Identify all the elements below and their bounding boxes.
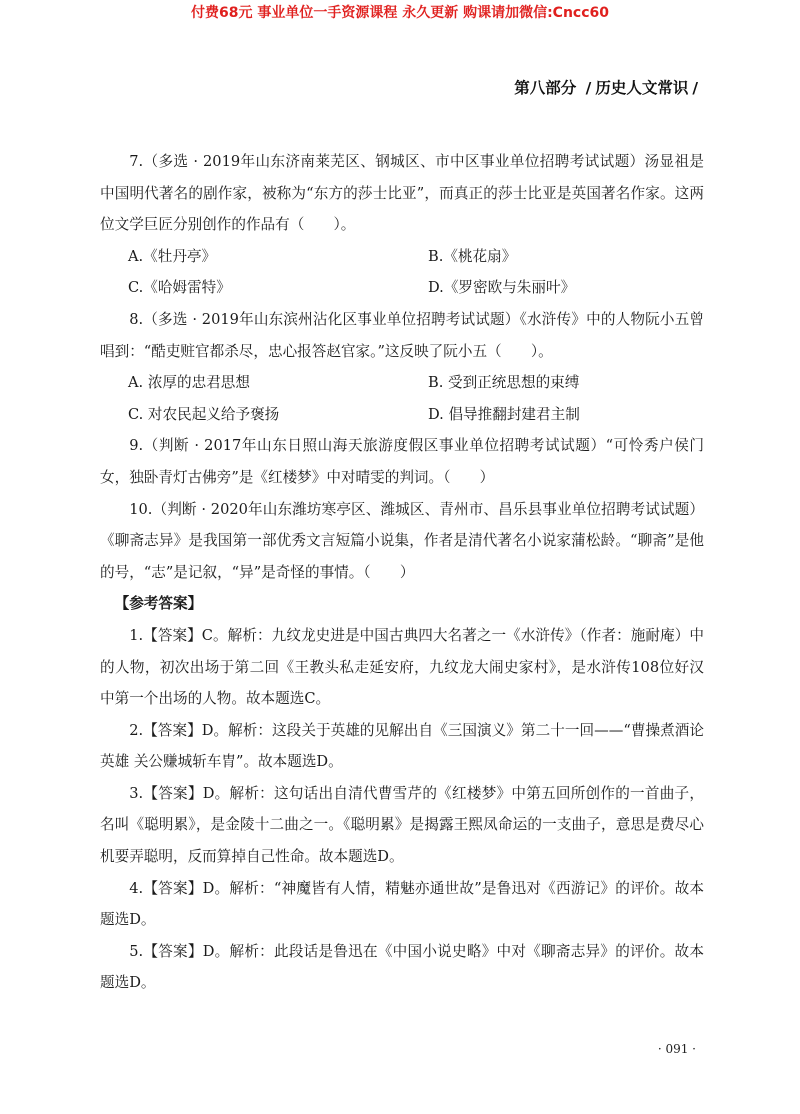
watermark-banner: 付费68元 事业单位一手资源课程 永久更新 购课请加微信:Cncc60 [190, 5, 610, 21]
answers-heading: 【参考答案】 [114, 595, 203, 613]
answer-2: 2.【答案】D。解析：这段关于英雄的见解出自《三国演义》第二十一回——“曹操煮酒论英雄 关公赚城斩车胄”。故本题选D。 [100, 721, 704, 771]
header-slash: / [585, 79, 592, 97]
option-a: A.《牡丹亭》 [128, 247, 217, 265]
option-b: B. 受到正统思想的束缚 [428, 374, 580, 392]
section-part: 第八部分 [514, 79, 577, 97]
option-c: C.《哈姆雷特》 [128, 279, 231, 297]
section-title: 历史人文常识 [595, 79, 689, 97]
option-a: A. 浓厚的忠君思想 [128, 374, 250, 392]
question-7: 7.（多选 · 2019年山东济南莱芜区、钢城区、市中区事业单位招聘考试试题）汤显祖是中国明代著名的剧作家，被称为“东方的莎士比亚”，而真正的莎士比亚是英国著名作家。这两位文学巨匠分别创作的作品有（ ）。 [100, 153, 704, 234]
answer-1: 1.【答案】C。解析：九纹龙史进是中国古典四大名著之一《水浒传》（作者：施耐庵）中的人物，初次出场于第二回《王教头私走延安府，九纹龙大闹史家村》，是水浒传108位好汉中第一个出场的人物。故本题选C。 [100, 626, 704, 708]
option-c: C. 对农民起义给予褒扬 [128, 405, 280, 423]
question-8-options [100, 367, 704, 430]
answer-3: 3.【答案】D。解析：这句话出自清代曹雪芹的《红楼梦》中第五回所创作的一首曲子，名叫《聪明累》，是金陵十二曲之一。《聪明累》是揭露王熙凤命运的一支曲子，意思是费尽心机要弄聪明，反而算掉自己性命。故本题选D。 [100, 784, 704, 866]
answer-4: 4.【答案】D。解析：“神魔皆有人情，精魅亦通世故”是鲁迅对《西游记》的评价。故本题选D。 [100, 879, 704, 929]
header-slash: / [692, 79, 698, 97]
answer-5: 5.【答案】D。解析：此段话是鲁迅在《中国小说史略》中对《聊斋志异》的评价。故本题选D。 [100, 942, 704, 992]
option-d: D.《罗密欧与朱丽叶》 [428, 279, 576, 297]
page-number: · 091 · [657, 1042, 696, 1056]
section-header [514, 76, 702, 98]
question-9: 9.（判断 · 2017年山东日照山海天旅游度假区事业单位招聘考试试题）“可怜秀户侯门女，独卧青灯古佛旁”是《红楼梦》中对晴雯的判词。（ ） [100, 437, 704, 486]
question-8: 8.（多选 · 2019年山东滨州沾化区事业单位招聘考试试题）《水浒传》中的人物阮小五曾唱到：“酷吏赃官都杀尽，忠心报答赵官家。”这反映了阮小五（ ）。 [100, 310, 704, 360]
question-7-options [100, 241, 704, 304]
document-body [100, 146, 704, 999]
option-b: B.《桃花扇》 [428, 247, 517, 265]
question-10: 10.（判断 · 2020年山东潍坊寒亭区、潍城区、青州市、昌乐县事业单位招聘考试试题）《聊斋志异》是我国第一部优秀文言短篇小说集，作者是清代著名小说家蒲松龄。“聊斋”是他的号，“志”是记叙，“异”是奇怪的事情。（ ） [100, 500, 704, 581]
option-d: D. 倡导推翻封建君主制 [428, 405, 580, 423]
